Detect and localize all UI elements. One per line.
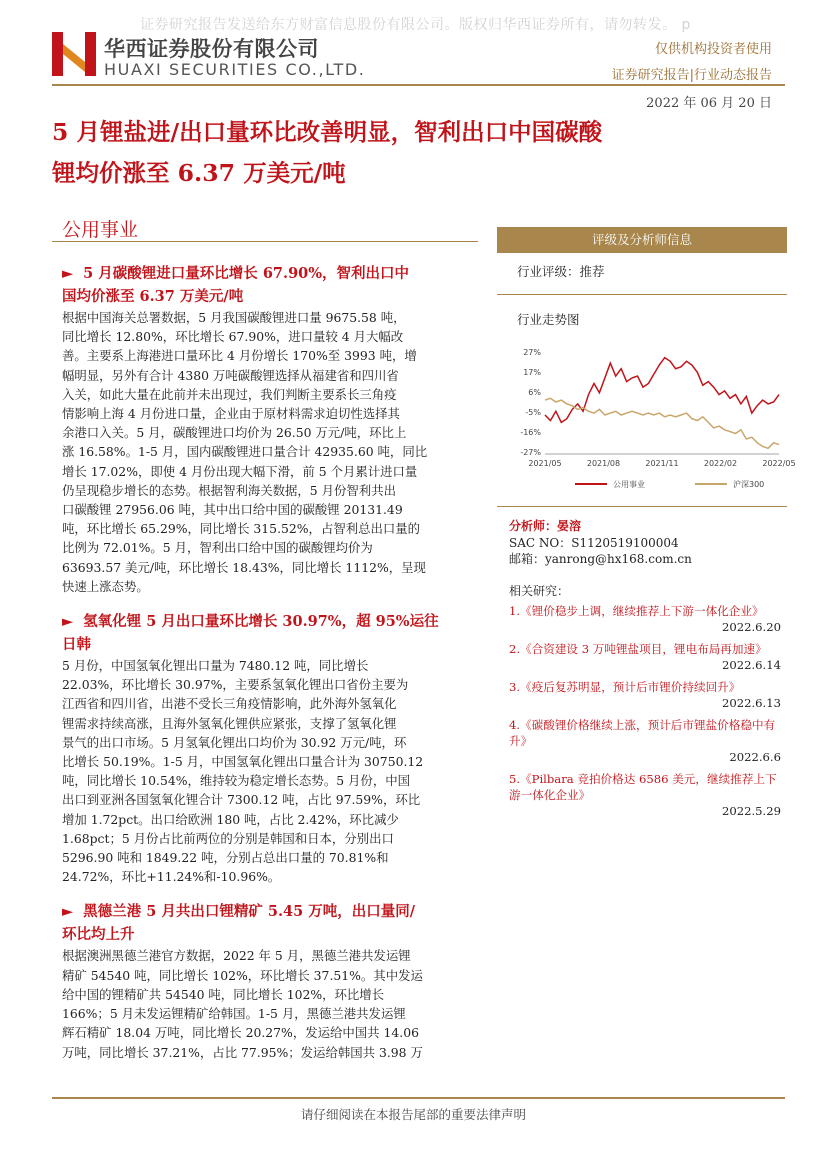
analyst-email[interactable]: 邮箱：yanrong@hx168.com.cn: [509, 552, 692, 566]
related-item[interactable]: [509, 603, 787, 635]
text-line: 增加 1.72pct。出口给欧洲 180 吨，占比 2.42%，环比减少: [62, 811, 399, 827]
analyst-info: [509, 518, 692, 568]
related-item[interactable]: [509, 679, 787, 711]
rating-label: 行业评级：: [517, 264, 580, 279]
text-line: 涨 16.58%。1-5 月，国内碳酸锂进口量合计 42935.60 吨，同比: [62, 444, 428, 460]
arrow-icon: ►: [62, 265, 74, 282]
text-line: 22.03%，环比增长 30.97%，主要系氢氧化锂出口省份主要为: [62, 677, 409, 693]
side-panel-header: 评级及分析师信息: [497, 227, 787, 253]
footer-disclaimer: 请仔细阅读在本报告尾部的重要法律声明: [300, 1107, 526, 1122]
title-line: 锂均价涨至 6.37 万美元/吨: [52, 159, 346, 187]
related-item-date: 2022.6.13: [721, 696, 781, 710]
y-tick-label: 17%: [523, 368, 541, 377]
analyst-label: 分析师：: [509, 519, 558, 533]
industry-trend-chart: [505, 338, 796, 498]
report-title: [52, 112, 787, 194]
text-line: 余港口入关。5 月，碳酸锂进口均价为 26.50 万元/吨，环比上: [62, 425, 407, 441]
related-item-title[interactable]: 4.《碳酸锂价格继续上涨，预计后市锂盐价格稳中有升》: [509, 718, 776, 748]
section-paragraph: [62, 656, 474, 886]
header-divider: [52, 84, 785, 86]
text-line: 锂需求持续高涨，且海外氢氧化锂供应紧张，支撑了氢氧化锂: [62, 715, 397, 731]
y-tick-label: 27%: [523, 348, 541, 357]
text-line: 166%；5 月未发运锂精矿给韩国。1-5 月，黑德兰港共发运锂: [62, 1006, 406, 1022]
related-item-date: 2022.6.6: [729, 750, 781, 764]
arrow-icon: ►: [62, 903, 74, 921]
section-lithium-carbonate: [62, 262, 474, 596]
text-line: 5 月份，中国氢氧化锂出口量为 7480.12 吨，同比增长: [62, 658, 369, 674]
section-title: [62, 610, 474, 656]
x-tick-label: 2021/08: [586, 459, 621, 468]
text-line: 仍呈现稳步增长的态势。根据智利海关数据，5 月份智利共出: [62, 482, 396, 498]
y-tick-label: -5%: [525, 408, 541, 417]
series-line: [545, 358, 779, 423]
x-tick-label: 2022/05: [762, 459, 796, 468]
title-line: 5 月锂盐进/出口量环比改善明显，智利出口中国碳酸: [52, 118, 603, 146]
industry-rating: [517, 262, 605, 280]
x-tick-label: 2021/05: [528, 459, 562, 468]
section-title: [62, 262, 474, 308]
legend-label: 沪深300: [733, 480, 765, 489]
side-divider: [497, 294, 787, 295]
main-column: [62, 262, 474, 1062]
section-title: [62, 900, 474, 946]
section-paragraph: [62, 946, 474, 1061]
title-line: 环比均上升: [62, 926, 135, 944]
text-line: 吨，环比增长 65.29%，同比增长 315.52%，占智利总出口量的: [62, 521, 421, 537]
y-tick-label: -16%: [520, 428, 541, 437]
rating-value: 推荐: [579, 264, 605, 279]
x-tick-label: 2022/02: [703, 459, 738, 468]
related-research: [509, 582, 787, 825]
text-line: 精矿 54540 吨，同比增长 102%，环比增长 37.51%。其中发运: [62, 967, 423, 983]
brand-name-cn: 华西证券股份有限公司: [104, 37, 319, 61]
title-line: 日韩: [62, 636, 91, 654]
related-item-date: 2022.6.14: [721, 658, 781, 672]
text-line: 给中国的锂精矿共 54540 吨，同比增长 102%，环比增长: [62, 986, 385, 1002]
related-item-title[interactable]: 1.《锂价稳步上调，继续推荐上下游一体化企业》: [509, 604, 764, 618]
title-line: 黑德兰港 5 月共出口锂精矿 5.45 万吨，出口量同/: [83, 903, 416, 921]
text-line: 比例为 72.01%。5 月，智利出口给中国的碳酸锂均价为: [62, 540, 373, 556]
text-line: 根据澳洲黑德兰港官方数据，2022 年 5 月，黑德兰港共发运锂: [62, 948, 411, 964]
analyst-name: 晏溶: [557, 519, 582, 533]
text-line: 吨，同比增长 10.54%，维持较为稳定增长态势。5 月份，中国: [62, 773, 410, 789]
y-tick-label: -27%: [520, 448, 541, 457]
text-line: 幅明显，另外有合计 4380 万吨碳酸锂选择从福建省和四川省: [62, 367, 399, 383]
title-line: 5 月碳酸锂进口量环比增长 67.90%，智利出口中: [83, 265, 410, 282]
related-item[interactable]: [509, 771, 787, 819]
text-line: 增长 17.02%，即使 4 月份出现大幅下滑，前 5 个月累计进口量: [62, 463, 418, 479]
text-line: 景气的出口市场。5 月氢氧化锂出口均价为 30.92 万元/吨，环: [62, 734, 407, 750]
sector-divider: [52, 241, 478, 242]
text-line: 情影响上海 4 月份进口量，企业由于原材料需求迫切性选择其: [62, 406, 400, 422]
text-line: 出口到亚洲各国氢氧化锂合计 7300.12 吨，占比 97.59%，环比: [62, 792, 421, 808]
text-line: 根据中国海关总署数据，5 月我国碳酸锂进口量 9675.58 吨，: [62, 310, 406, 325]
text-line: 63693.57 美元/吨，环比增长 18.43%，同比增长 1112%，呈现: [62, 559, 426, 575]
text-line: 快速上涨态势。: [62, 578, 149, 594]
x-tick-label: 2021/11: [645, 459, 679, 468]
analyst-sac: SAC NO：S1120519100004: [509, 535, 679, 550]
y-tick-label: 6%: [528, 388, 541, 397]
section-lithium-hydroxide: [62, 610, 474, 886]
text-line: 江西省和四川省，出港不受长三角疫情影响，此外海外氢氧化: [62, 696, 397, 712]
title-line: 氢氧化锂 5 月出口量环比增长 30.97%，超 95%运往: [83, 613, 439, 631]
text-line: 万吨，同比增长 37.21%，占比 77.95%；发运给韩国共 3.98 万: [62, 1044, 423, 1060]
text-line: 同比增长 12.80%，环比增长 67.90%，进口量较 4 月大幅改: [62, 329, 404, 345]
text-line: 辉石精矿 18.04 万吨，同比增长 20.27%，发运给中国共 14.06: [62, 1025, 419, 1041]
text-line: 5296.90 吨和 1849.22 吨，分别占总出口量的 70.81%和: [62, 850, 389, 866]
brand-name-en: HUAXI SECURITIES CO.,LTD.: [104, 60, 366, 79]
arrow-icon: ►: [62, 613, 74, 631]
footer-divider: [52, 1097, 785, 1099]
text-line: 比增长 50.19%。1-5 月，中国氢氧化锂出口量合计为 30750.12: [62, 754, 424, 770]
watermark: 证券研究报告发送给东方财富信息股份有限公司。版权归华西证券所有，请勿转发。 p: [140, 17, 691, 33]
legend-label: 公用事业: [613, 480, 645, 489]
audience-note: 仅供机构投资者使用: [654, 42, 772, 57]
text-line: 1.68pct；5 月份占比前两位的分别是韩国和日本，分别出口: [62, 830, 394, 846]
huaxi-logo: [52, 30, 96, 78]
related-item[interactable]: [509, 717, 787, 765]
sector-label: 公用事业: [62, 219, 139, 241]
report-type: 证券研究报告|行业动态报告: [611, 68, 772, 83]
report-date: 2022 年 06 月 20 日: [646, 96, 772, 111]
related-title: 相关研究：: [509, 584, 570, 598]
related-item-title[interactable]: 5.《Pilbara 竞拍价格达 6586 美元，继续推荐上下游一体化企业》: [509, 772, 777, 802]
section-paragraph: [62, 308, 474, 596]
related-item[interactable]: [509, 641, 787, 673]
trend-chart-title: 行业走势图: [517, 312, 580, 327]
series-line: [545, 398, 779, 448]
related-item-date: 2022.5.29: [721, 804, 781, 818]
text-line: 入关，如此大量在此前并未出现过，我们判断主要系长三角疫: [62, 386, 397, 402]
section-port-hedland: [62, 900, 474, 1061]
related-item-title[interactable]: 3.《疫后复苏明显，预计后市锂价持续回升》: [509, 680, 741, 694]
title-line: 国均价涨至 6.37 万美元/吨: [62, 288, 244, 305]
related-item-title[interactable]: 2.《合资建设 3 万吨锂盐项目，锂电布局再加速》: [509, 642, 767, 656]
text-line: 善。主要系上海港进口量环比 4 月份增长 170%至 3993 吨，增: [62, 348, 417, 364]
text-line: 24.72%，环比+11.24%和-10.96%。: [62, 869, 281, 885]
side-divider: [497, 506, 787, 507]
text-line: 口碳酸锂 27956.06 吨，其中出口给中国的碳酸锂 20131.49: [62, 502, 403, 518]
related-item-date: 2022.6.20: [721, 620, 781, 634]
